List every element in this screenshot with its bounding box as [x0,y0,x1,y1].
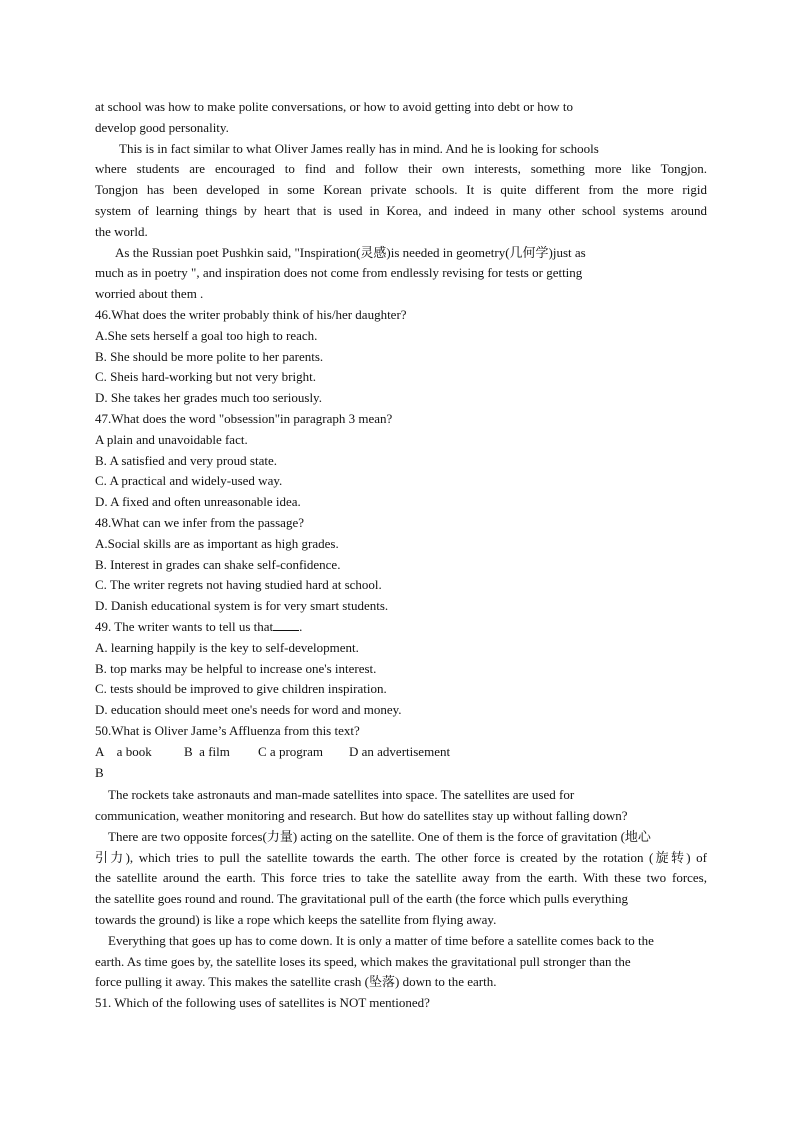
question-option: D. Danish educational system is for very smart students. [95,598,389,614]
question-option: A plain and unavoidable fact. [95,431,248,447]
question-option: A a book [95,743,152,759]
passage-b-line: communication, weather monitoring and research. But how do satellites stay up without falling down? [95,808,628,824]
passage-a-line: Tongjon has been developed in some Korean private schools. It is quite different from the more rigid [95,182,707,198]
question-option: B. A satisfied and very proud state. [95,452,277,468]
passage-b-line: earth. As time goes by, the satellite loses its speed, which makes the gravitational pull stronger than the [95,953,631,969]
passage-a-line: the world. [95,223,148,239]
answer-blank [273,618,299,631]
question-option: D. education should meet one's needs for word and money. [95,702,402,718]
question-option: A.She sets herself a goal too high to reach. [95,327,318,343]
section-b-label: B [95,764,104,780]
question-47 [95,409,707,513]
passage-b-line: Everything that goes up has to come down. It is only a matter of time before a satellite comes back to the [108,932,654,948]
question-option: C. Sheis hard-working but not very bright. [95,369,316,385]
question-49 [95,617,707,721]
passage-b-line: There are two opposite forces(力量) acting on the satellite. One of them is the force of gravitation (地心 [108,828,651,844]
question-48 [95,513,707,617]
question-option: D. A fixed and often unreasonable idea. [95,494,301,510]
passage-a-line: worried about them . [95,286,204,302]
passage-b-line: towards the ground) is like a rope which keeps the satellite from flying away. [95,912,497,928]
question-46 [95,305,707,409]
question-stem: 48.What can we infer from the passage? [95,514,304,530]
passage-a-line: This is in fact similar to what Oliver James really has in mind. And he is looking for schools [119,140,599,156]
passage-a-line: develop good personality. [95,119,229,135]
question-option: C a program [258,743,323,759]
passage-a-line: at school was how to make polite conversations, or how to avoid getting into debt or how to [95,99,574,114]
question-option: B a film [184,743,230,759]
passage-a [95,97,707,305]
passage-b-line: force pulling it away. This makes the satellite crash (坠落) down to the earth. [95,974,497,990]
question-stem: 47.What does the word "obsession"in paragraph 3 mean? [95,410,393,426]
question-option: C. The writer regrets not having studied hard at school. [95,577,382,593]
question-option: A. learning happily is the key to self-development. [95,639,359,655]
passage-b-line: 引力), which tries to pull the satellite towards the earth. The other force is created by the rotation (旋转) of [95,849,707,865]
question-option: B. Interest in grades can shake self-confidence. [95,556,341,572]
question-option: B. top marks may be helpful to increase one's interest. [95,660,377,676]
passage-b [95,785,707,993]
question-options-row [95,742,707,763]
question-stem-text: 49. The writer wants to tell us that [95,618,274,634]
passage-b-line: the satellite goes round and round. The gravitational pull of the earth (the force which pulls everything [95,891,628,907]
question-51 [95,993,707,1014]
question-stem [95,617,707,638]
question-option: D an advertisement [349,743,451,759]
question-option: D. She takes her grades much too seriously. [95,390,322,406]
question-option: C. A practical and widely-used way. [95,473,283,489]
question-50 [95,721,707,763]
question-stem: 50.What is Oliver Jame’s Affluenza from this text? [95,722,360,738]
passage-a-line: system of learning things by heart that is used in Korea, and indeed in many other school systems around [95,202,707,218]
document-page [95,97,707,1014]
passage-a-line: As the Russian poet Pushkin said, "Inspiration(灵感)is needed in geometry(几何学)just as [115,244,586,260]
question-option: A.Social skills are as important as high grades. [95,535,339,551]
question-stem: 46.What does the writer probably think of his/her daughter? [95,306,407,322]
passage-a-line: where students are encouraged to find and follow their own interests, something more like Tongjon. [95,161,707,177]
question-stem-suffix: . [299,618,303,634]
passage-b-line: the satellite around the earth. This force tries to take the satellite away from the earth. With these two forces, [95,870,707,886]
question-option: B. She should be more polite to her parents. [95,348,324,364]
passage-a-line: much as in poetry ", and inspiration does not come from endlessly revising for tests or getting [95,265,583,281]
passage-b-line: The rockets take astronauts and man-made satellites into space. The satellites are used for [108,787,575,803]
question-stem: 51. Which of the following uses of satellites is NOT mentioned? [95,995,430,1011]
question-option: C. tests should be improved to give children inspiration. [95,681,387,697]
